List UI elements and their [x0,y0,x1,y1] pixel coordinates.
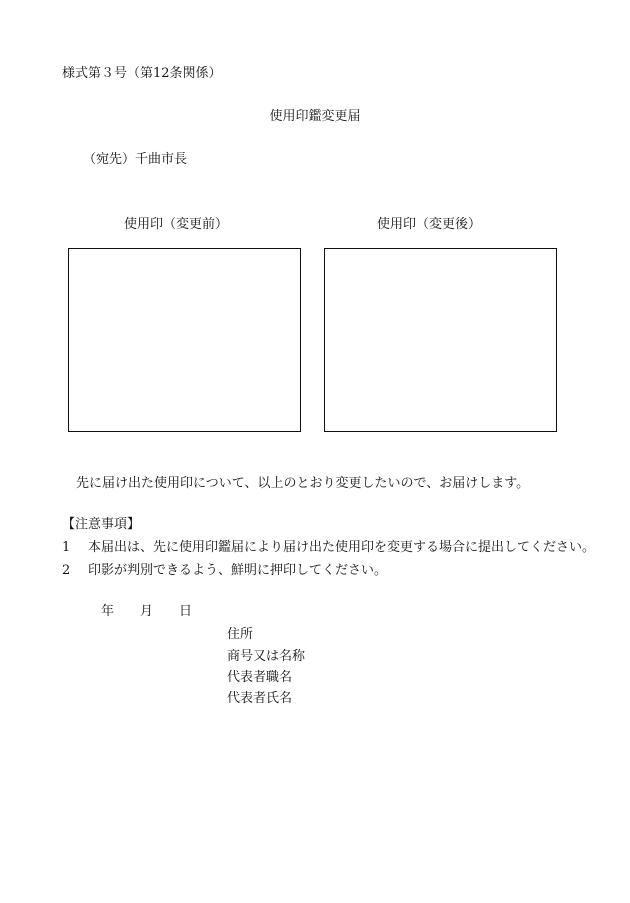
notes-heading: 【注意事項】 [62,517,141,532]
seal-before-box [68,248,301,432]
form-number: 様式第３号（第12条関係） [62,66,222,81]
note-number: 2 [62,563,71,578]
addressee: （宛先）千曲市長 [83,152,188,167]
date-month-label: 月 [140,604,154,619]
date-day-label: 日 [179,604,193,619]
representative-title-label: 代表者職名 [227,670,293,685]
seal-after-box [324,248,557,432]
seal-after-label: 使用印（変更後） [377,217,482,232]
seal-before-label: 使用印（変更前） [124,217,229,232]
representative-name-label: 代表者氏名 [227,691,293,706]
note-number: 1 [62,540,71,555]
date-line [101,605,192,618]
business-name-label: 商号又は名称 [227,649,306,664]
note-text: 本届出は、先に使用印鑑届により届け出た使用印を変更する場合に提出してください。 [88,540,596,555]
document-title: 使用印鑑変更届 [269,109,361,124]
note-item [62,541,595,554]
date-year-label: 年 [101,604,115,619]
address-label: 住所 [227,627,254,642]
note-item [62,564,387,577]
statement-text: 先に届け出た使用印について、以上のとおり変更したいので、お届けします。 [76,476,530,491]
note-text: 印影が判別できるよう、鮮明に押印してください。 [88,563,388,578]
